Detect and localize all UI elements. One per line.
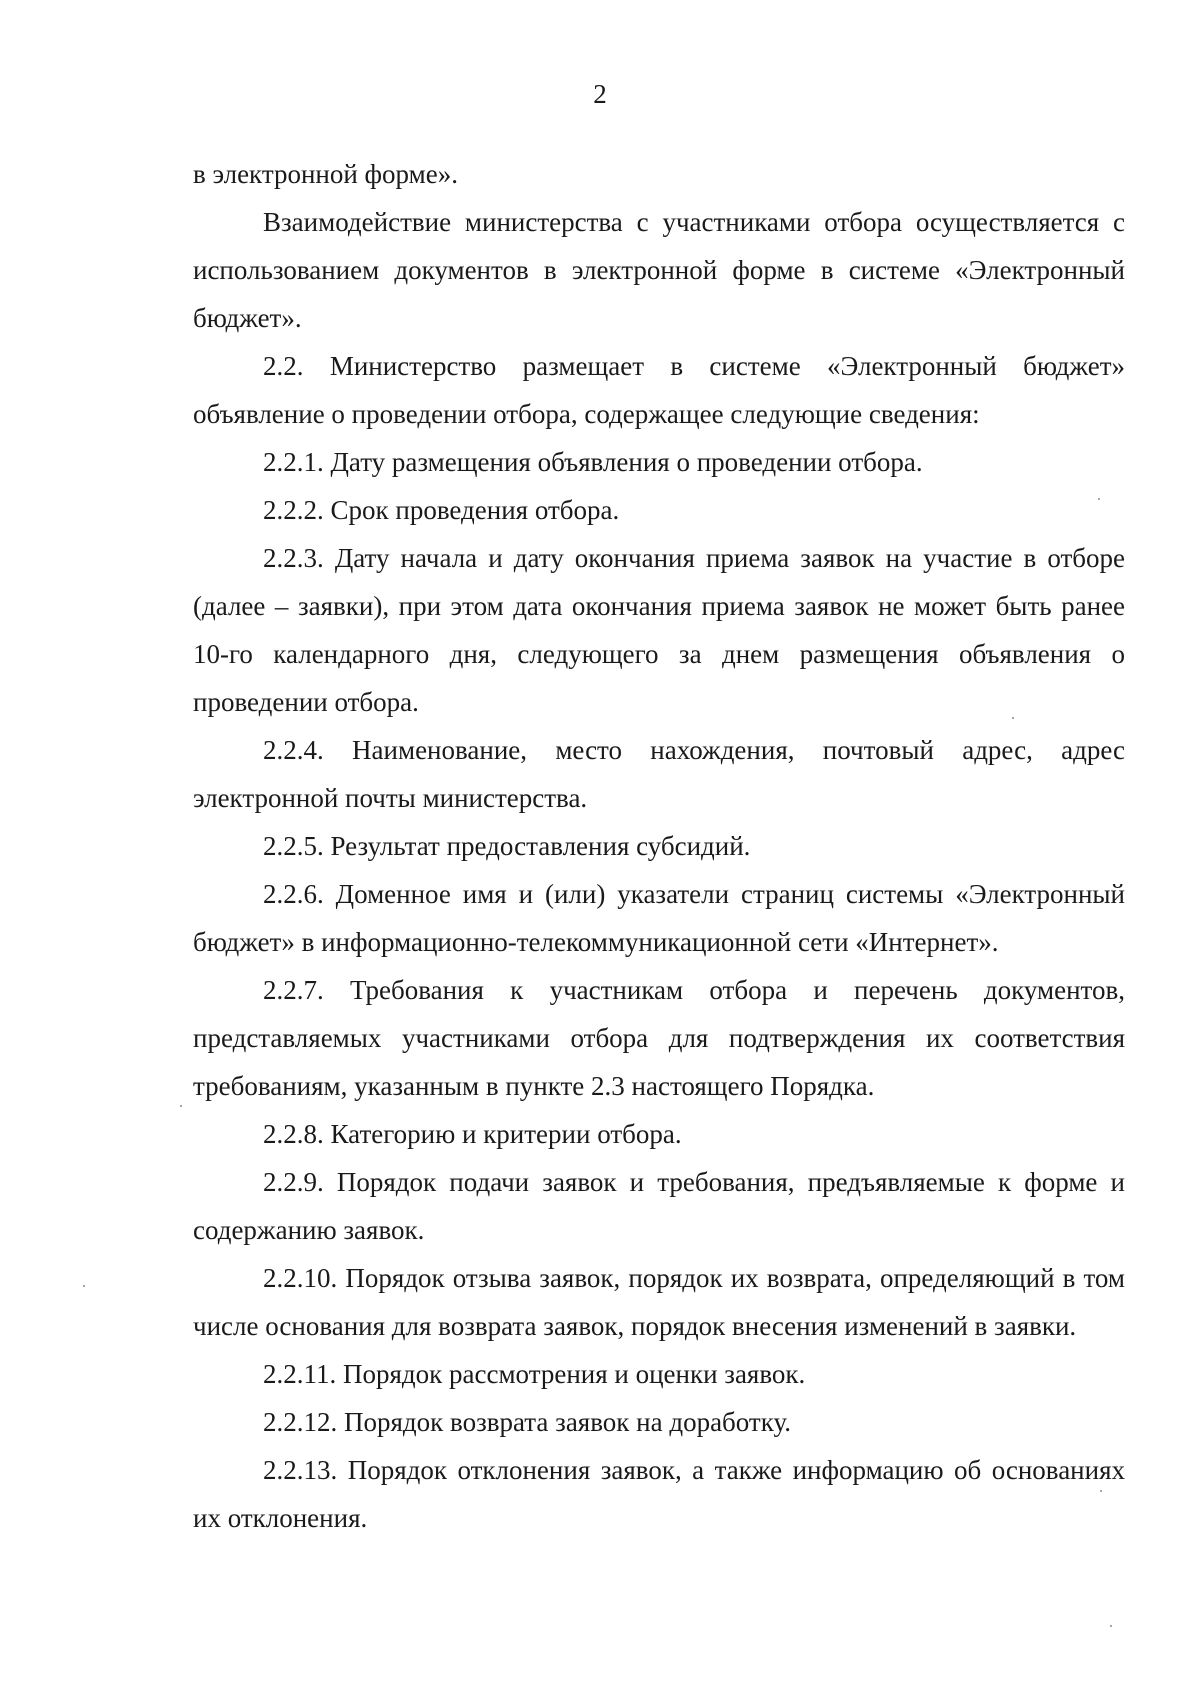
scan-speck — [1012, 717, 1014, 719]
paragraph-2-2-5: 2.2.5. Результат предоставления субсидий. — [263, 831, 751, 861]
paragraph-2-2-10: 2.2.10. Порядок отзыва заявок, порядок их возврата, определяющий в том числе основания для возврата заявок, порядок внесения изменений в заявки. — [193, 1263, 1125, 1341]
document-body — [193, 150, 1125, 1542]
paragraph-2-2-4: 2.2.4. Наименование, место нахождения, почтовый адрес, адрес электронной почты министерства. — [193, 735, 1125, 813]
paragraph-2-2: 2.2. Министерство размещает в системе «Электронный бюджет» объявление о проведении отбора, содержащее следующие сведения: — [193, 351, 1125, 429]
scan-speck — [83, 1285, 85, 1287]
paragraph-2-2-7: 2.2.7. Требования к участникам отбора и перечень документов, представляемых участниками отбора для подтверждения их соответствия требованиям, указанным в пункте 2.3 настоящего Порядка. — [193, 975, 1125, 1101]
page-number: 2 — [593, 79, 607, 109]
scan-speck — [1110, 1625, 1112, 1627]
paragraph-2-2-1: 2.2.1. Дату размещения объявления о проведении отбора. — [263, 447, 923, 477]
paragraph-2-2-3: 2.2.3. Дату начала и дату окончания приема заявок на участие в отборе (далее – заявки), при этом дата окончания приема заявок не может быть ранее 10-го календарного дня, следующего за днем размещения объявления о проведении отбора. — [193, 543, 1125, 717]
scan-speck — [1100, 1490, 1102, 1492]
paragraph-2-2-13: 2.2.13. Порядок отклонения заявок, а также информацию об основаниях их отклонения. — [193, 1455, 1125, 1533]
paragraph-2-2-11: 2.2.11. Порядок рассмотрения и оценки заявок. — [263, 1359, 806, 1389]
paragraph-2-2-9: 2.2.9. Порядок подачи заявок и требования, предъявляемые к форме и содержанию заявок. — [193, 1167, 1125, 1245]
paragraph-interaction: Взаимодействие министерства с участниками отбора осуществляется с использованием документов в электронной форме в системе «Электронный бюджет». — [193, 207, 1125, 333]
paragraph-2-2-12: 2.2.12. Порядок возврата заявок на доработку. — [263, 1407, 792, 1437]
paragraph-continuation: в электронной форме». — [193, 159, 458, 189]
scan-speck — [180, 1105, 182, 1107]
paragraph-2-2-2: 2.2.2. Срок проведения отбора. — [263, 495, 620, 525]
paragraph-2-2-8: 2.2.8. Категорию и критерии отбора. — [263, 1119, 682, 1149]
paragraph-2-2-6: 2.2.6. Доменное имя и (или) указатели страниц системы «Электронный бюджет» в информационно-телекоммуникационной сети «Интернет». — [193, 879, 1125, 957]
scan-speck — [1098, 498, 1100, 500]
